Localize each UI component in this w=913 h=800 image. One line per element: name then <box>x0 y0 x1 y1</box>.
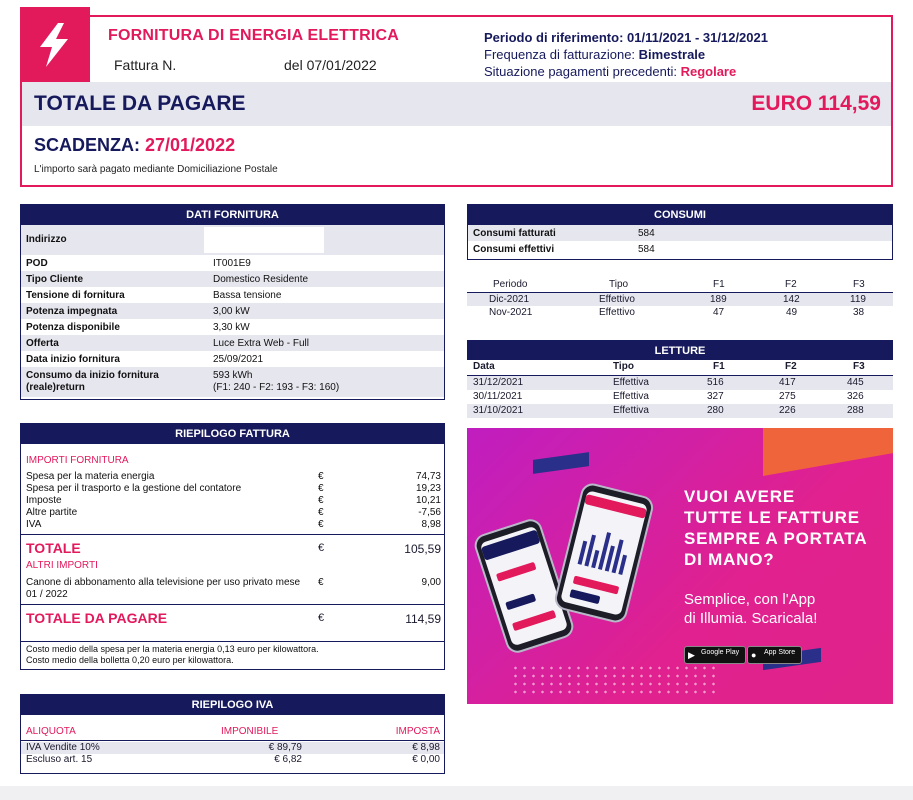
grand-total-label: TOTALE DA PAGARE <box>26 610 168 626</box>
item-label-cont: 01 / 2022 <box>26 589 68 600</box>
table-row <box>21 351 444 367</box>
list-item <box>26 577 441 603</box>
row-label: Data inizio fornitura <box>26 354 120 365</box>
item-label: Imposte <box>26 495 62 506</box>
table-row <box>21 271 444 287</box>
f1-value: 516 <box>707 377 724 388</box>
f2-value: 275 <box>779 391 796 402</box>
decor-stripe-navy <box>533 452 589 474</box>
app-promo-banner[interactable] <box>467 428 893 704</box>
column-header: Tipo <box>609 279 629 290</box>
subtotal-label: TOTALE <box>26 540 81 556</box>
page-bottom-strip <box>0 786 913 800</box>
row-label: Consumo da inizio fornitura <box>26 370 159 381</box>
divider <box>21 604 444 605</box>
row-value: 584 <box>638 244 655 255</box>
row-value: Bassa tensione <box>213 290 282 301</box>
f3-value: 326 <box>847 391 864 402</box>
headline-line: SEMPRE A PORTATA <box>684 529 868 548</box>
section-label: ALTRI IMPORTI <box>26 560 98 571</box>
taxable-amount: € 6,82 <box>274 754 302 765</box>
due-date <box>34 135 235 156</box>
logo <box>20 7 90 85</box>
consumption-panel <box>467 204 893 260</box>
headline-line: TUTTE LE FATTURE <box>684 508 860 527</box>
taxable-amount: € 89,79 <box>268 742 302 753</box>
total-amount: EURO 114,59 <box>751 92 881 115</box>
footnote-line: Costo medio della spesa per la materia energia 0,13 euro per kilowattora. <box>26 644 319 654</box>
table-row <box>21 255 444 271</box>
promo-subtext <box>684 590 817 628</box>
f3-value: 445 <box>847 377 864 388</box>
type: Effettiva <box>613 391 649 402</box>
table-row <box>21 754 444 766</box>
list-item <box>26 519 441 531</box>
row-value: Luce Extra Web - Full <box>213 338 309 349</box>
billing-frequency-value: Bimestrale <box>638 47 706 62</box>
item-value: 9,00 <box>421 577 441 588</box>
column-header: IMPOSTA <box>395 726 440 737</box>
vat-rate: Escluso art. 15 <box>26 754 93 765</box>
reading-date: 31/10/2021 <box>473 405 524 416</box>
row-value-detail: (F1: 240 - F2: 193 - F3: 160) <box>213 382 340 393</box>
phone-mockup <box>552 481 655 625</box>
item-value: 74,73 <box>415 471 441 482</box>
app-store-button[interactable] <box>747 646 802 664</box>
item-value: 10,21 <box>415 495 441 506</box>
table-row <box>467 293 893 306</box>
table-row <box>467 390 893 404</box>
item-value: -7,56 <box>418 507 441 518</box>
table-header-row <box>467 360 893 376</box>
item-label: Spesa per la materia energia <box>26 471 155 482</box>
table-row <box>21 225 444 255</box>
table-row <box>21 287 444 303</box>
item-currency: € <box>318 507 324 518</box>
due-date-value: 27/01/2022 <box>145 135 236 155</box>
grand-total-row <box>26 610 441 628</box>
column-header: IMPONIBILE <box>221 726 279 737</box>
row-label: Tipo Cliente <box>26 274 84 285</box>
period: Nov-2021 <box>489 307 533 318</box>
subtotal-row <box>26 540 441 558</box>
f3-value: 288 <box>847 405 864 416</box>
table-row <box>21 335 444 351</box>
footnote <box>26 644 319 666</box>
reading-date: 30/11/2021 <box>473 391 523 402</box>
column-header: ALIQUOTA <box>26 726 76 737</box>
lightning-bolt-icon <box>36 23 72 67</box>
promo-headline <box>684 486 867 570</box>
item-label: Canone di abbonamento alla televisione per uso privato mese <box>26 577 301 588</box>
row-value: 25/09/2021 <box>213 354 264 365</box>
decor-stripe-orange <box>763 428 893 476</box>
row-label: POD <box>26 258 48 269</box>
divider <box>21 534 444 535</box>
column-header: Data <box>473 361 495 372</box>
item-label: Altre partite <box>26 507 78 518</box>
reference-period: Periodo di riferimento: 01/11/2021 - 31/12/2021 <box>484 30 768 45</box>
subtext-line: Semplice, con l'App <box>684 591 816 608</box>
consumption-periods-table <box>467 278 893 319</box>
f3-value: 119 <box>850 294 866 305</box>
list-item <box>26 495 441 507</box>
row-label: Consumi effettivi <box>473 244 555 255</box>
grand-total-currency: € <box>318 612 325 624</box>
divider <box>21 641 444 642</box>
footnote-line: Costo medio della bolletta 0,20 euro per kilowattora. <box>26 655 234 665</box>
item-currency: € <box>318 577 324 588</box>
f2-value: 49 <box>786 307 798 318</box>
f1-value: 189 <box>710 294 727 305</box>
section-label: IMPORTI FORNITURA <box>26 455 129 466</box>
column-header: F3 <box>853 361 865 372</box>
row-label: Offerta <box>26 338 59 349</box>
period: Dic-2021 <box>489 294 530 305</box>
redacted-address <box>204 227 324 253</box>
item-currency: € <box>318 471 324 482</box>
table-row <box>21 742 444 754</box>
column-header: F3 <box>853 279 865 290</box>
table-header-row <box>467 278 893 293</box>
f1-value: 280 <box>707 405 724 416</box>
consumption-title: CONSUMI <box>468 205 892 225</box>
list-item <box>26 507 441 519</box>
row-value: Domestico Residente <box>213 274 309 285</box>
google-play-label: Google Play <box>701 649 740 656</box>
payment-method-note: L'importo sarà pagato mediante Domiciliazione Postale <box>34 164 278 175</box>
row-value: 593 kWh <box>213 370 253 381</box>
table-row <box>21 367 444 397</box>
total-band <box>22 82 891 126</box>
google-play-button[interactable] <box>684 646 746 664</box>
column-header: Periodo <box>493 279 528 290</box>
due-date-label: SCADENZA: <box>34 135 145 155</box>
reading-date: 31/12/2021 <box>473 377 524 388</box>
play-icon: ▶ <box>688 650 695 660</box>
invoice-header <box>20 15 893 187</box>
subtext-line: di Illumia. Scaricala! <box>684 610 818 627</box>
column-header: F1 <box>713 361 725 372</box>
billing-frequency-label: Frequenza di fatturazione: <box>484 47 639 62</box>
item-currency: € <box>318 483 324 494</box>
f2-value: 142 <box>783 294 800 305</box>
invoice-date: del 07/01/2022 <box>284 57 377 73</box>
vat-summary-title: RIEPILOGO IVA <box>21 695 444 715</box>
headline-line: DI MANO? <box>684 550 775 569</box>
payment-status-value: Regolare <box>680 64 737 79</box>
tax-amount: € 8,98 <box>412 742 440 753</box>
invoice-summary-title: RIEPILOGO FATTURA <box>21 424 444 444</box>
table-row <box>468 225 892 241</box>
meter-readings-title: LETTURE <box>467 340 893 360</box>
total-label: TOTALE DA PAGARE <box>34 92 246 115</box>
type: Effettivo <box>599 307 635 318</box>
billing-info <box>484 29 768 80</box>
column-header: Tipo <box>613 361 634 372</box>
vat-rate: IVA Vendite 10% <box>26 742 100 753</box>
f1-value: 47 <box>713 307 725 318</box>
payment-status <box>484 63 768 80</box>
type: Effettiva <box>613 405 649 416</box>
item-value: 8,98 <box>421 519 441 530</box>
subtotal-value: 105,59 <box>404 542 441 556</box>
apple-icon: ● <box>751 650 757 660</box>
column-header: F2 <box>785 361 797 372</box>
row-label-cont: (reale)return <box>26 382 85 393</box>
table-row <box>468 241 892 257</box>
app-store-label: App Store <box>764 649 796 656</box>
invoice-summary-panel <box>20 423 445 670</box>
row-value: 3,30 kW <box>213 322 250 333</box>
tax-amount: € 0,00 <box>412 754 440 765</box>
row-value: IT001E9 <box>213 258 251 269</box>
item-currency: € <box>318 495 324 506</box>
invoice-number-label: Fattura N. <box>114 57 177 73</box>
column-header: F2 <box>785 279 797 290</box>
supply-title: FORNITURA DI ENERGIA ELETTRICA <box>108 27 400 44</box>
item-value: 19,23 <box>415 483 441 494</box>
row-label: Consumi fatturati <box>473 228 556 239</box>
payment-status-label: Situazione pagamenti precedenti: <box>484 64 681 79</box>
decor-dots <box>511 664 721 698</box>
item-label: IVA <box>26 519 42 530</box>
type: Effettiva <box>613 377 649 388</box>
vat-summary-panel <box>20 694 445 774</box>
list-item <box>26 471 441 483</box>
subtotal-currency: € <box>318 542 325 554</box>
column-header: F1 <box>713 279 725 290</box>
grand-total-value: 114,59 <box>405 612 441 626</box>
f3-value: 38 <box>853 307 865 318</box>
row-value: 3,00 kW <box>213 306 250 317</box>
billing-frequency <box>484 46 768 63</box>
row-label: Indirizzo <box>26 234 67 245</box>
table-row <box>21 303 444 319</box>
table-row <box>467 404 893 418</box>
f2-value: 417 <box>779 377 796 388</box>
list-item <box>26 483 441 495</box>
supply-data-panel <box>20 204 445 400</box>
row-label: Tensione di fornitura <box>26 290 125 301</box>
headline-line: VUOI AVERE <box>684 487 795 506</box>
row-label: Potenza disponibile <box>26 322 120 333</box>
supply-data-title: DATI FORNITURA <box>21 205 444 225</box>
divider <box>21 740 444 741</box>
item-currency: € <box>318 519 324 530</box>
f1-value: 327 <box>707 391 724 402</box>
row-label: Potenza impegnata <box>26 306 118 317</box>
table-row <box>467 306 893 319</box>
row-value: 584 <box>638 228 655 239</box>
f2-value: 226 <box>779 405 796 416</box>
table-row <box>21 319 444 335</box>
meter-readings-panel <box>467 340 893 420</box>
item-label: Spesa per il trasporto e la gestione del contatore <box>26 483 242 494</box>
type: Effettivo <box>599 294 635 305</box>
table-row <box>467 376 893 390</box>
